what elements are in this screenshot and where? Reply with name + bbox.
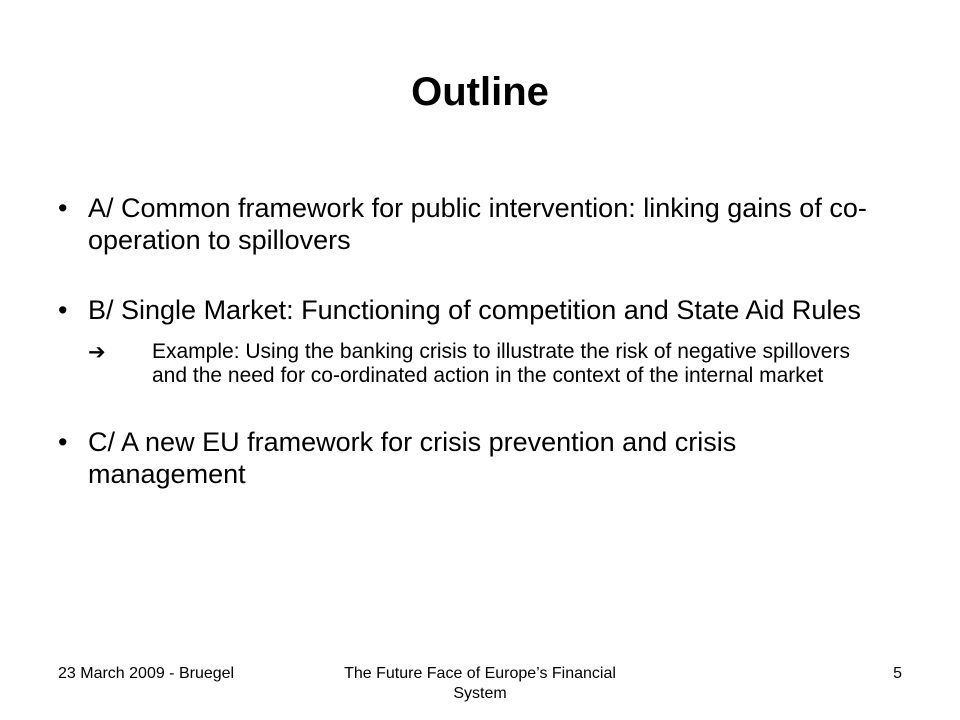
page-number: 5 xyxy=(893,665,902,682)
arrow-icon: ➔ xyxy=(88,340,106,364)
bullet-text: C/ A new EU framework for crisis prevention and crisis management xyxy=(88,427,737,489)
bullet-marker: • xyxy=(58,193,68,223)
sub-bullet-text: Example: Using the banking crisis to illustrate the risk of negative spillovers and the need for co-ordinated action in the context of the internal market xyxy=(152,340,850,387)
bullet-item-a xyxy=(58,192,888,256)
slide-title: Outline xyxy=(411,70,549,114)
bullet-text: A/ Common framework for public intervention: linking gains of co-operation to spillovers xyxy=(88,193,867,255)
sub-bullet-item xyxy=(88,340,888,388)
bullet-marker: • xyxy=(58,295,68,325)
bullet-text: B/ Single Market: Functioning of competition and State Aid Rules xyxy=(88,295,861,325)
bullet-list xyxy=(58,192,888,490)
bullet-item-c xyxy=(58,426,888,490)
footer-presentation-title: The Future Face of Europe’s Financial System xyxy=(344,665,616,702)
footer-date-venue: 23 March 2009 - Bruegel xyxy=(58,665,235,682)
bullet-marker: • xyxy=(58,427,68,457)
bullet-item-b xyxy=(58,294,888,388)
